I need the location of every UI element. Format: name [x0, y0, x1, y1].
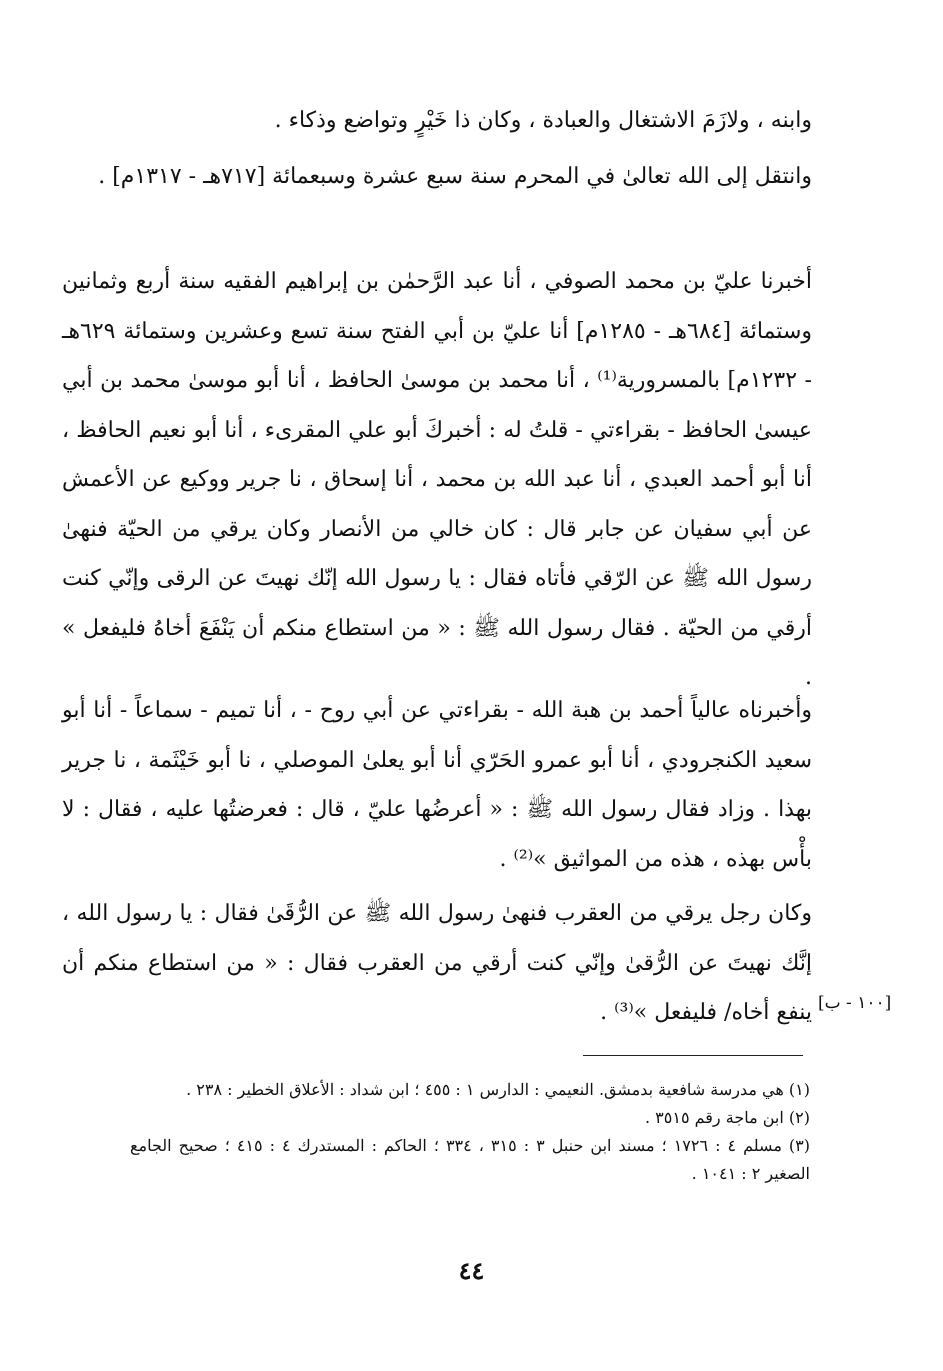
page-number: ٤٤	[458, 1256, 485, 1285]
footnotes-section	[130, 1076, 810, 1188]
body-paragraph: وأخبرناه عالياً أحمد بن هبة الله - بقراءتي عن أبي روح - ، أنا تميم - سماعاً - أنا أبو سعيد الكنجرودي ، أنا أبو عمرو الحَرّي أنا أبو يعلىٰ الموصلي ، نا أبو خَيْثَمة ، نا جرير بهذا . وزاد فقال رسول الله ﷺ : « أعرضُها عليّ ، قال : فعرضتُها عليه ، فقال : لا بأْس بهذه ، هذه من المواثيق »⁽²⁾ .	[62, 698, 812, 872]
footnote-divider	[583, 1055, 803, 1056]
body-paragraph: وكان رجل يرقي من العقرب فنهىٰ رسول الله ﷺ عن الرُّقَىٰ فقال : يا رسول الله ، إنَّك نهيتَ عن الرُّقىٰ وإنّي كنت أرقي من العقرب فقال : « من استطاع منكم أن ينفع أخاه/ فليفعل »⁽³⁾ .	[62, 901, 812, 1025]
body-paragraph: وانتقل إلى الله تعالىٰ في المحرم سنة سبع عشرة وسبعمائة [٧١٧هـ - ١٣١٧م] .	[98, 164, 812, 189]
body-paragraph: وابنه ، ولازَمَ الاشتغال والعبادة ، وكان ذا خَيْرٍ وتواضع وذكاء .	[274, 108, 812, 133]
footnote-3: (٣) مسلم ٤ : ١٧٢٦ ؛ مسند ابن حنبل ٣ : ٣١٥ ، ٣٣٤ ؛ الحاكم : المستدرك ٤ : ٤١٥ ؛ صحيح الجامع الصغير ٢ : ١٠٤١ .	[130, 1136, 810, 1183]
body-paragraph: أخبرنا عليّ بن محمد الصوفي ، أنا عبد الرَّحمٰن بن إبراهيم الفقيه سنة أربع وثمانين وستمائة [٦٨٤هـ - ١٢٨٥م] أنا عليّ بن أبي الفتح سنة تسع وعشرين وستمائة ٦٢٩هـ - ١٢٣٢م] بالمسرورية⁽¹⁾ ، أنا محمد بن موسىٰ الحافظ ، أنا أبو موسىٰ محمد بن أبي عيسىٰ الحافظ - بقراءتي - قلتُ له : أخبركَ أبو علي المقرىء ، أنا أبو نعيم الحافظ ، أنا أبو أحمد العبدي ، أنا عبد الله بن محمد ، أنا إسحاق ، نا جرير ووكيع عن الأعمش عن أبي سفيان عن جابر قال : كان خالي من الأنصار وكان يرقي من الحيّة فنهىٰ رسول الله ﷺ عن الرّقي فأتاه فقال : يا رسول الله إنّك نهيتَ عن الرقى وإنّي كنت أرقي من الحيّة . فقال رسول الله ﷺ : « من استطاع منكم أن يَنْفَعَ أخاهُ فليفعل » .	[62, 269, 812, 690]
footnote-1: (١) هي مدرسة شافعية بدمشق. النعيمي : الدارس ١ : ٤٥٥ ؛ ابن شداد : الأعلاق الخطير : ٢٣٨ .	[186, 1080, 810, 1099]
footnote-2: (٢) ابن ماجة رقم ٣٥١٥ .	[645, 1108, 810, 1127]
manuscript-folio-note: [١٠٠ - ب]	[818, 993, 892, 1013]
